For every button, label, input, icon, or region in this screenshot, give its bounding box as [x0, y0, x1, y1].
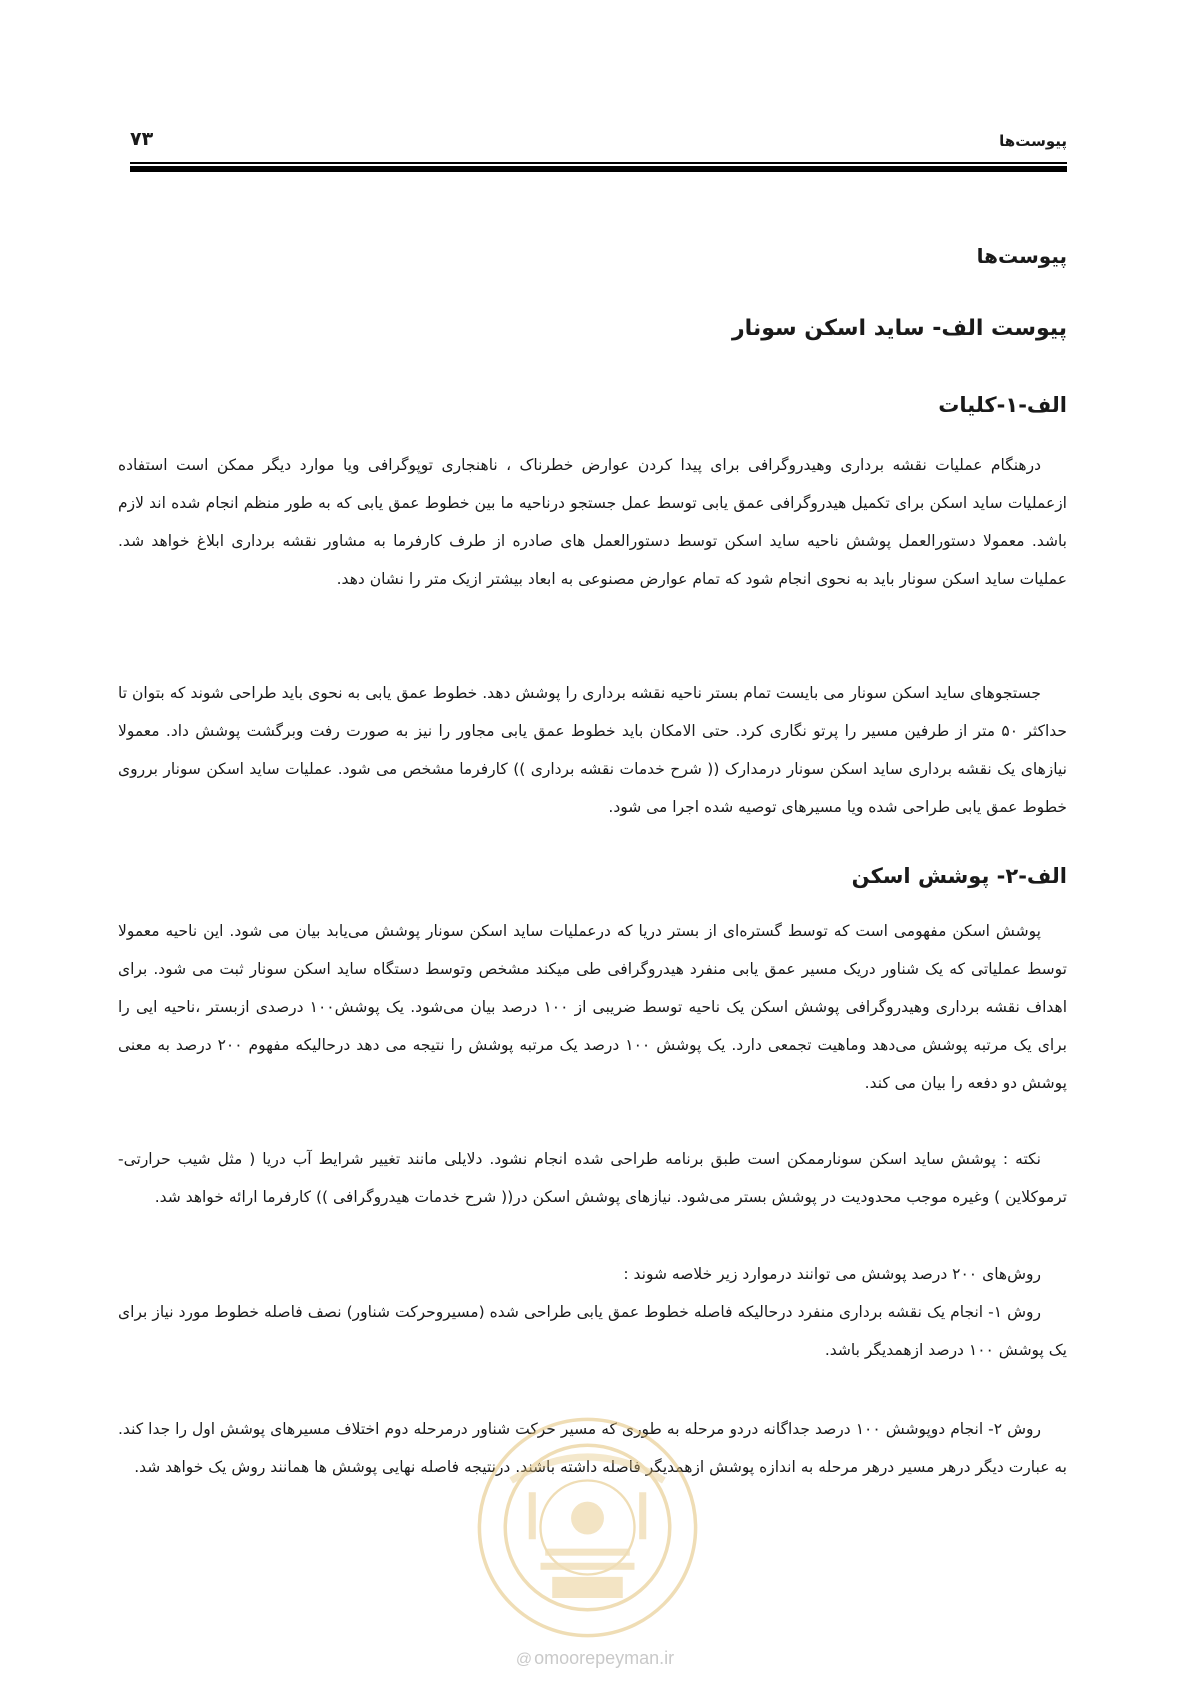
paragraph-note: نکته : پوشش ساید اسکن سونارممکن است طبق برنامه طراحی شده انجام نشود. دلایلی مانند تغییر شرایط آب دریا ( مثل شیب حرارتی- ترموکلاین ) وغیره موجب محدودیت در پوشش بستر می‌شود. نیازهای پوشش اسکن در(( شرح خدمات هیدروگرافی )) کارفرما ارائه خواهد شد. [118, 1150, 1067, 1206]
header-rule-thick [130, 166, 1067, 172]
chapter-title: پیوست‌ها [976, 244, 1067, 268]
watermark-url [0, 1648, 1190, 1669]
watermark-url-text: omoorepeyman.ir [534, 1648, 675, 1668]
watermark-seal-icon [470, 1410, 705, 1645]
paragraph-general-1: درهنگام عملیات نقشه برداری وهیدروگرافی برای پیدا کردن عوارض خطرناک ، ناهنجاری توپوگرافی ویا موارد دیگر ممکن است استفاده ازعملیات ساید اسکن برای تکمیل هیدروگرافی عمق یابی توسط عمل جستجو درناحیه ما بین خطوط عمق یابی که به طور منظم انجام شده اند لازم باشد. معمولا دستورالعمل پوشش ناحیه ساید اسکن توسط دستورالعمل های صادره از طرف کارفرما به مشاور نقشه برداری ابلاغ خواهد شد. عملیات ساید اسکن سونار باید به نحوی انجام شود که تمام عوارض مصنوعی به ابعاد بیشتر ازیک متر را نشان دهد. [118, 456, 1067, 588]
section-heading-general: الف-۱-کلیات [938, 393, 1067, 417]
paragraph-general-2: جستجوهای ساید اسکن سونار می بایست تمام بستر ناحیه نقشه برداری را پوشش دهد. خطوط عمق یابی به نحوی باید طراحی شوند که بتوان تا حداکثر ۵۰ متر از طرفین مسیر را پرتو نگاری کرد. حتی الامکان باید خطوط عمق یابی مجاور را نیز به صورت رفت وبرگشت پوشش داد. معمولا نیازهای یک نقشه برداری ساید اسکن سونار درمدارک (( شرح خدمات نقشه برداری )) کارفرما مشخص می شود. عملیات ساید اسکن سونار برروی خطوط عمق یابی طراحی شده ویا مسیرهای توصیه شده اجرا می شود. [118, 684, 1068, 816]
section-heading-scan-coverage: الف-۲- پوشش اسکن [851, 864, 1067, 888]
page-number: ۷۳ [130, 128, 154, 150]
paragraph-method-1: روش ۱- انجام یک نقشه برداری منفرد درحالیکه فاصله خطوط عمق یابی طراحی شده (مسیروحرکت شناور) نصف فاصله خطوط مورد نیاز برای یک پوشش ۱۰۰ درصد ازهمدیگر باشد. [118, 1303, 1067, 1359]
running-header-title: پیوست‌ها [999, 132, 1067, 150]
header-rule-thin [130, 162, 1067, 164]
paragraph-coverage-1: پوشش اسکن مفهومی است که توسط گستره‌ای از بستر دریا که درعملیات ساید اسکن سونار پوشش می‌یابد بیان می شود. این ناحیه معمولا توسط عملیاتی که یک شناور دریک مسیر عمق یابی منفرد هیدروگرافی طی میکند مشخص وتوسط دستگاه ساید اسکن سونار ثبت می شود. برای اهداف نقشه برداری وهیدروگرافی پوشش اسکن یک ناحیه توسط ضریبی از ۱۰۰ درصد بیان می‌شود. یک پوشش۱۰۰ درصدی ازبستر ،ناحیه ایی را برای یک مرتبه پوشش می‌دهد وماهیت تجمعی دارد. یک پوشش ۱۰۰ درصد یک مرتبه پوشش را نتیجه می دهد درحالیکه مفهوم ۲۰۰ درصد به معنی پوشش دو دفعه را بیان می کند. [118, 922, 1067, 1092]
at-icon: @ [515, 1651, 533, 1668]
appendix-heading: پیوست الف- ساید اسکن سونار [732, 316, 1067, 341]
paragraph-method-2: روش ۲- انجام دوپوشش ۱۰۰ درصد جداگانه دردو مرحله به طوری که مسیر حرکت شناور درمرحله دوم اختلاف مسیرهای پوشش اول را جدا کند. به عبارت دیگر درهر مسیر درهر مرحله به اندازه پوشش ازهمدیگر فاصله داشته باشند. درنتیجه فاصله نهایی پوشش ها همانند روش یک خواهد شد. [118, 1420, 1067, 1476]
paragraph-methods-intro: روش‌های ۲۰۰ درصد پوشش می توانند درموارد زیر خلاصه شوند : [623, 1265, 1041, 1283]
